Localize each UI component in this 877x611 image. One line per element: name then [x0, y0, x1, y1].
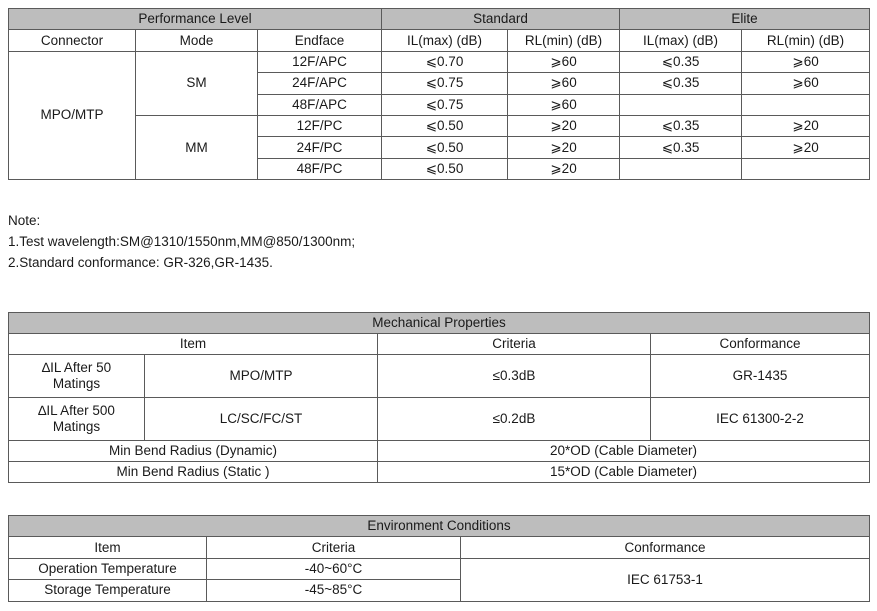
standard-il-cell: ⩽0.50 — [382, 115, 508, 136]
sub-item-cell: LC/SC/FC/ST — [145, 398, 378, 441]
environment-conditions-header: Environment Conditions — [9, 516, 870, 537]
bend-dynamic-value: 20*OD (Cable Diameter) — [378, 441, 870, 462]
criteria-cell: ≤0.2dB — [378, 398, 651, 441]
endface-cell: 24F/APC — [258, 73, 382, 94]
standard-il-cell: ⩽0.50 — [382, 137, 508, 158]
environment-conformance-cell: IEC 61753-1 — [461, 558, 870, 601]
item-cell: ∆IL After 500 Matings — [9, 398, 145, 441]
connector-cell: MPO/MTP — [9, 51, 136, 179]
performance-table — [8, 8, 870, 180]
mode-cell-mm: MM — [136, 115, 258, 179]
column-header-criteria: Criteria — [207, 537, 461, 558]
table-row — [9, 558, 870, 579]
endface-cell: 24F/PC — [258, 137, 382, 158]
column-header-mode: Mode — [136, 30, 258, 51]
standard-il-cell: ⩽0.75 — [382, 73, 508, 94]
column-header-connector: Connector — [9, 30, 136, 51]
standard-rl-cell: ⩾60 — [508, 94, 620, 115]
table-row — [9, 398, 870, 441]
operation-temperature-label: Operation Temperature — [9, 558, 207, 579]
endface-cell: 12F/PC — [258, 115, 382, 136]
note-line-2: 2.Standard conformance: GR-326,GR-1435. — [8, 255, 273, 270]
elite-il-cell — [620, 158, 742, 179]
endface-cell: 48F/APC — [258, 94, 382, 115]
standard-rl-cell: ⩾20 — [508, 137, 620, 158]
elite-rl-cell: ⩾20 — [742, 137, 870, 158]
elite-rl-cell: ⩾60 — [742, 73, 870, 94]
column-header-standard-rl: RL(min) (dB) — [508, 30, 620, 51]
standard-rl-cell: ⩾20 — [508, 158, 620, 179]
elite-rl-cell — [742, 94, 870, 115]
column-header-conformance: Conformance — [651, 334, 870, 355]
standard-il-cell: ⩽0.50 — [382, 158, 508, 179]
elite-rl-cell: ⩾60 — [742, 51, 870, 72]
standard-rl-cell: ⩾60 — [508, 73, 620, 94]
standard-rl-cell: ⩾20 — [508, 115, 620, 136]
standard-il-cell: ⩽0.75 — [382, 94, 508, 115]
elite-il-cell — [620, 94, 742, 115]
elite-rl-cell — [742, 158, 870, 179]
elite-header: Elite — [620, 9, 870, 30]
elite-rl-cell: ⩾20 — [742, 115, 870, 136]
elite-il-cell: ⩽0.35 — [620, 115, 742, 136]
environment-conditions-table — [8, 515, 870, 602]
operation-temperature-criteria: -40~60°C — [207, 558, 461, 579]
note-line-1: 1.Test wavelength:SM@1310/1550nm,MM@850/1300nm; — [8, 234, 356, 249]
table-row — [9, 441, 870, 462]
storage-temperature-criteria: -45~85°C — [207, 580, 461, 601]
mode-cell-sm: SM — [136, 51, 258, 115]
elite-il-cell: ⩽0.35 — [620, 73, 742, 94]
sub-item-cell: MPO/MTP — [145, 355, 378, 398]
table-row — [9, 115, 870, 136]
notes-section — [8, 210, 355, 273]
column-header-standard-il: IL(max) (dB) — [382, 30, 508, 51]
column-header-endface: Endface — [258, 30, 382, 51]
standard-il-cell: ⩽0.70 — [382, 51, 508, 72]
bend-dynamic-label: Min Bend Radius (Dynamic) — [9, 441, 378, 462]
item-cell: ∆IL After 50 Matings — [9, 355, 145, 398]
column-header-item: Item — [9, 537, 207, 558]
conformance-cell: IEC 61300-2-2 — [651, 398, 870, 441]
column-header-item: Item — [9, 334, 378, 355]
bend-static-label: Min Bend Radius (Static ) — [9, 462, 378, 483]
endface-cell: 48F/PC — [258, 158, 382, 179]
notes-heading: Note: — [8, 213, 41, 228]
column-header-elite-rl: RL(min) (dB) — [742, 30, 870, 51]
mechanical-properties-header: Mechanical Properties — [9, 313, 870, 334]
table-row — [9, 355, 870, 398]
bend-static-value: 15*OD (Cable Diameter) — [378, 462, 870, 483]
elite-il-cell: ⩽0.35 — [620, 51, 742, 72]
column-header-conformance: Conformance — [461, 537, 870, 558]
elite-il-cell: ⩽0.35 — [620, 137, 742, 158]
storage-temperature-label: Storage Temperature — [9, 580, 207, 601]
mechanical-properties-table — [8, 312, 870, 483]
column-header-criteria: Criteria — [378, 334, 651, 355]
standard-rl-cell: ⩾60 — [508, 51, 620, 72]
conformance-cell: GR-1435 — [651, 355, 870, 398]
performance-level-header: Performance Level — [9, 9, 382, 30]
column-header-elite-il: IL(max) (dB) — [620, 30, 742, 51]
table-row — [9, 51, 870, 72]
table-row — [9, 462, 870, 483]
standard-header: Standard — [382, 9, 620, 30]
endface-cell: 12F/APC — [258, 51, 382, 72]
criteria-cell: ≤0.3dB — [378, 355, 651, 398]
